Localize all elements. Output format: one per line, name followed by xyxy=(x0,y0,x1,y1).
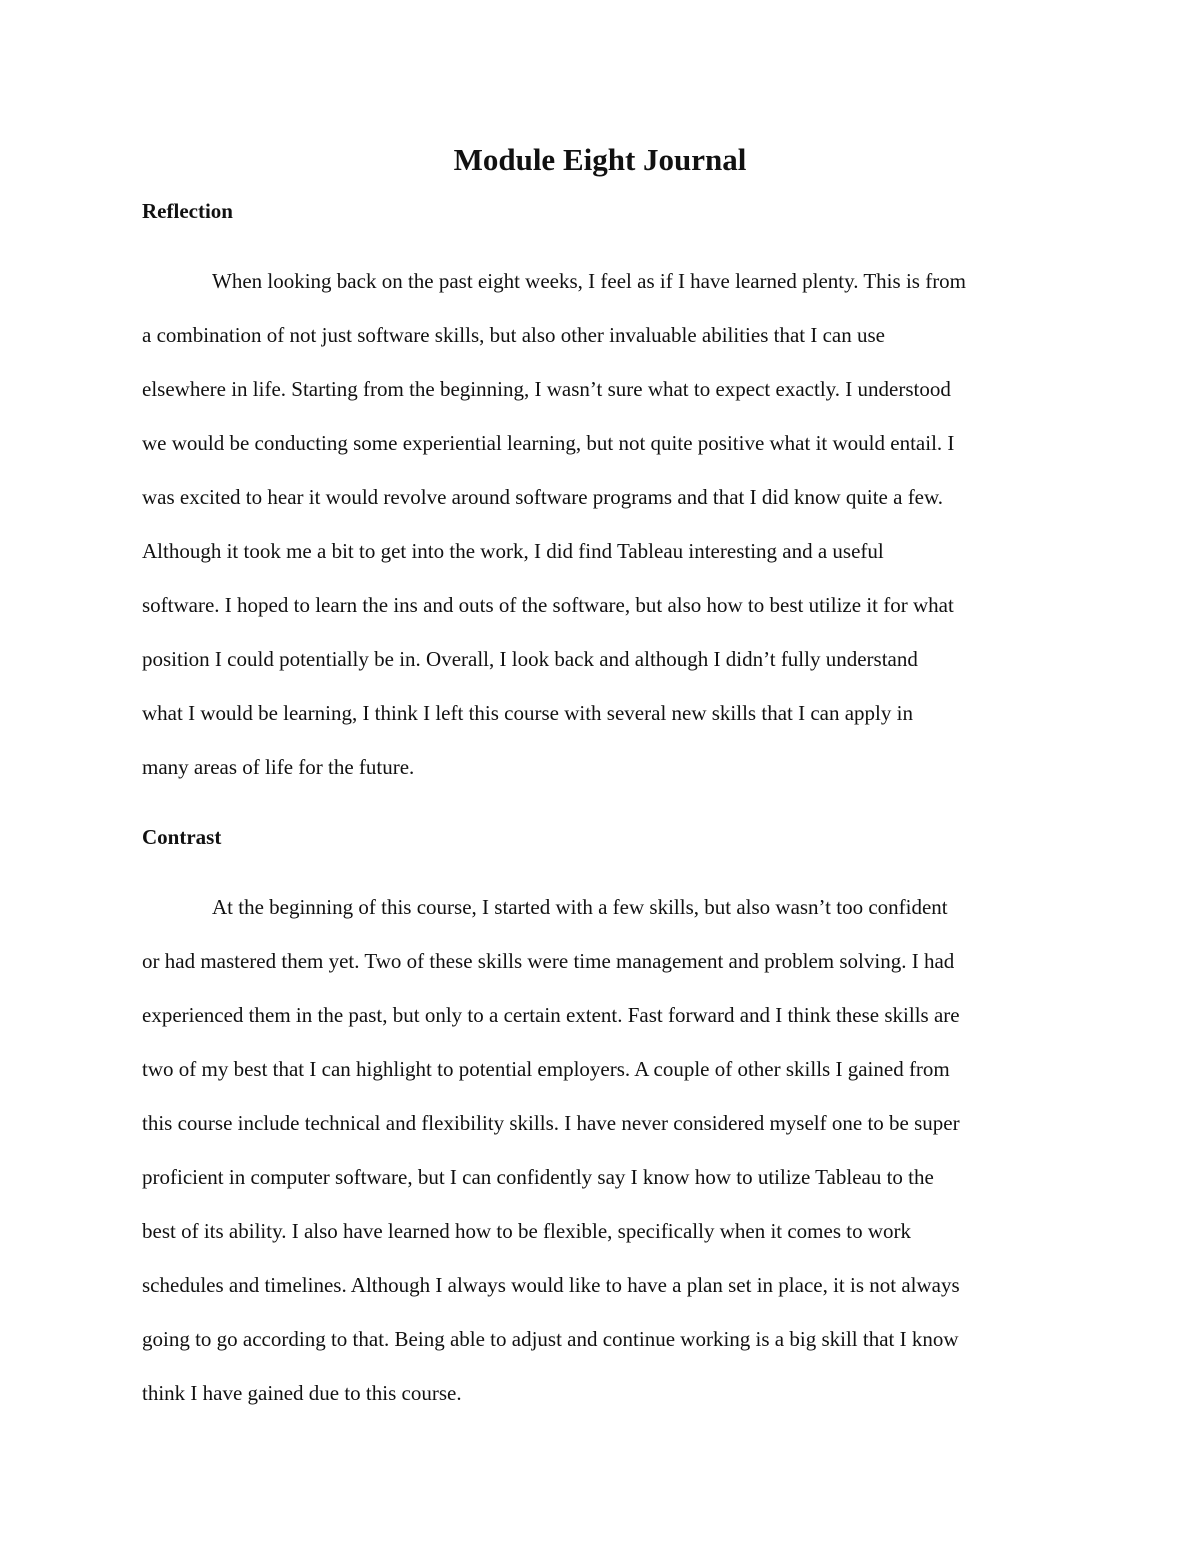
paragraph-line: schedules and timelines. Although I always would like to have a plan set in place, it is not always xyxy=(142,1273,960,1297)
paragraph-line: think I have gained due to this course. xyxy=(142,1381,462,1405)
section-heading-contrast: Contrast xyxy=(142,825,222,849)
document-title: Module Eight Journal xyxy=(453,142,747,177)
paragraph-line: software. I hoped to learn the ins and outs of the software, but also how to best utilize it for what xyxy=(142,593,954,617)
paragraph-line: best of its ability. I also have learned how to be flexible, specifically when it comes to work xyxy=(142,1219,912,1243)
paragraph-line: experienced them in the past, but only to a certain extent. Fast forward and I think these skills are xyxy=(142,1003,960,1027)
paragraph-line: was excited to hear it would revolve around software programs and that I did know quite a few. xyxy=(142,485,944,509)
paragraph-line: elsewhere in life. Starting from the beginning, I wasn’t sure what to expect exactly. I understood xyxy=(142,377,951,401)
paragraph-line: a combination of not just software skills, but also other invaluable abilities that I can use xyxy=(142,323,885,347)
paragraph-line: this course include technical and flexibility skills. I have never considered myself one to be super xyxy=(142,1111,960,1135)
paragraph-line: two of my best that I can highlight to potential employers. A couple of other skills I gained from xyxy=(142,1057,950,1081)
paragraph-line: many areas of life for the future. xyxy=(142,755,415,779)
reflection-paragraph xyxy=(142,266,1072,806)
paragraph-line: we would be conducting some experiential learning, but not quite positive what it would entail. I xyxy=(142,431,955,455)
paragraph-line: At the beginning of this course, I started with a few skills, but also wasn’t too confident xyxy=(212,895,948,919)
paragraph-line: When looking back on the past eight weeks, I feel as if I have learned plenty. This is from xyxy=(212,269,967,293)
paragraph-line: going to go according to that. Being able to adjust and continue working is a big skill that I know xyxy=(142,1327,959,1351)
section-heading-reflection: Reflection xyxy=(142,199,233,223)
paragraph-line: what I would be learning, I think I left this course with several new skills that I can apply in xyxy=(142,701,913,725)
paragraph-line: position I could potentially be in. Overall, I look back and although I didn’t fully understand xyxy=(142,647,918,671)
paragraph-line: or had mastered them yet. Two of these skills were time management and problem solving. I had xyxy=(142,949,955,973)
contrast-paragraph xyxy=(142,892,1072,1432)
paragraph-line: proficient in computer software, but I can confidently say I know how to utilize Tableau to the xyxy=(142,1165,934,1189)
paragraph-line: Although it took me a bit to get into the work, I did find Tableau interesting and a useful xyxy=(142,539,884,563)
